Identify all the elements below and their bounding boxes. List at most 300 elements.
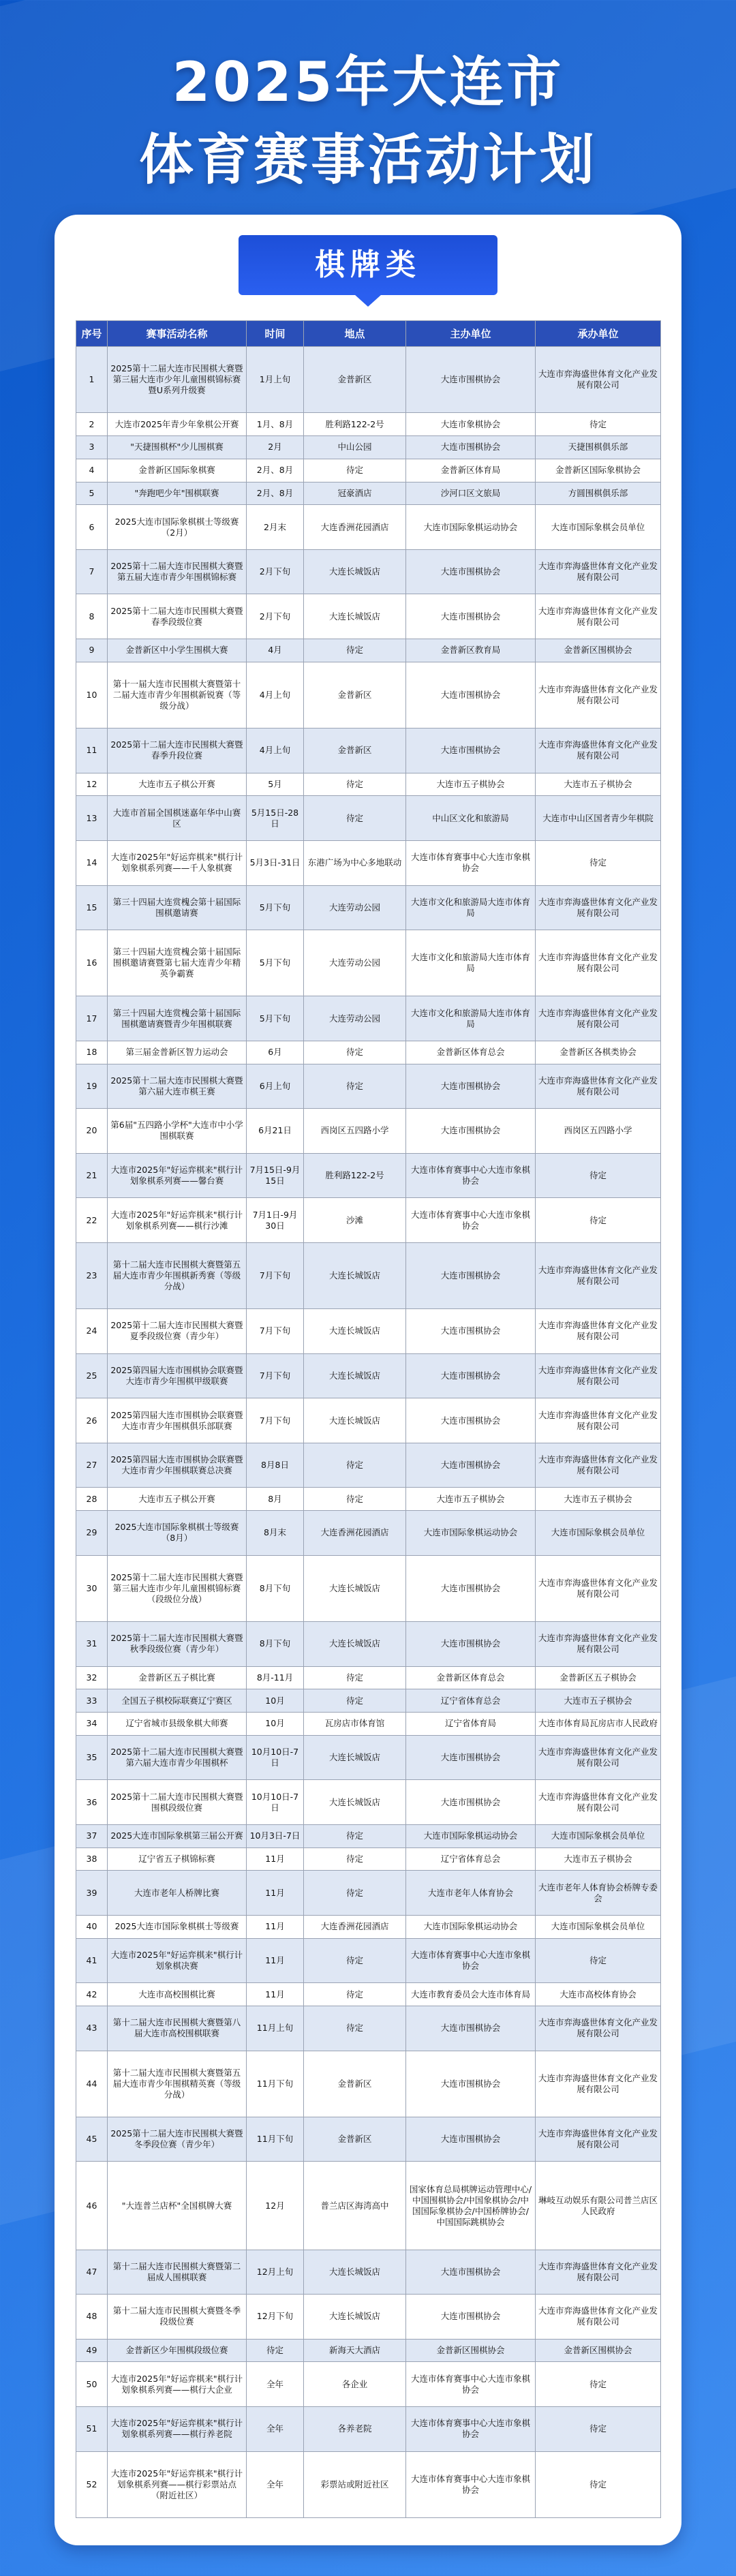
cell-seq: 20 [76,1109,108,1154]
cell-event-name: 第三十四届大连赏槐会第十届国际围棋邀请赛 [108,885,247,930]
cell-location: 待定 [304,1689,406,1713]
cell-location: 待定 [304,1041,406,1064]
cell-undertaker: 方圆围棋俱乐部 [536,482,661,505]
table-row [76,1398,661,1443]
cell-organizer: 大连市国际象棋运动协会 [406,1511,536,1556]
cell-undertaker: 金普新区围棋协会 [536,2339,661,2362]
table-row [76,1689,661,1713]
cell-undertaker: 大连市弈海盛世体育文化产业发展有限公司 [536,1398,661,1443]
cell-organizer: 金普新区教育局 [406,639,536,662]
cell-seq: 15 [76,885,108,930]
cell-location: 金普新区 [304,2117,406,2162]
cell-event-name: 第十一届大连市民围棋大赛暨第十二届大连市青少年围棋新锐赛（等级分战） [108,662,247,728]
cell-time: 11月 [247,1916,304,1939]
cell-seq: 11 [76,729,108,773]
cell-seq: 7 [76,549,108,594]
cell-event-name: 2025第十二届大连市民围棋大赛暨春季段级位赛 [108,594,247,639]
cell-event-name: 2025第十二届大连市民围棋大赛暨冬季段位赛（青少年） [108,2117,247,2162]
cell-organizer: 大连市围棋协会 [406,2117,536,2162]
cell-undertaker: 大连市弈海盛世体育文化产业发展有限公司 [536,594,661,639]
cell-location: 待定 [304,1983,406,2006]
cell-seq: 43 [76,2006,108,2051]
cell-time: 待定 [247,2339,304,2362]
cell-time: 5月下旬 [247,885,304,930]
cell-location: 大连劳动公园 [304,885,406,930]
table-row [76,796,661,841]
cell-organizer: 大连市围棋协会 [406,1309,536,1354]
cell-event-name: 大连市2025年"好运弈棋来"棋行计划象棋系列赛——棋行养老院 [108,2406,247,2451]
cell-undertaker: 大连市弈海盛世体育文化产业发展有限公司 [536,885,661,930]
cell-seq: 40 [76,1916,108,1939]
cell-location: 金普新区 [304,347,406,413]
cell-organizer: 大连市围棋协会 [406,594,536,639]
cell-undertaker: 大连市弈海盛世体育文化产业发展有限公司 [536,1443,661,1488]
table-row [76,1983,661,2006]
cell-time: 全年 [247,2406,304,2451]
cell-undertaker: 待定 [536,1153,661,1198]
cell-event-name: 2025大连市国际象棋棋士等级赛（2月） [108,505,247,550]
cell-organizer: 大连市围棋协会 [406,1443,536,1488]
table-row [76,2451,661,2517]
table-row [76,459,661,482]
table-row [76,2250,661,2295]
cell-undertaker: 待定 [536,2362,661,2407]
cell-seq: 2 [76,413,108,436]
cell-undertaker: 大连市五子棋协会 [536,1847,661,1871]
cell-event-name: 大连市五子棋公开赛 [108,773,247,796]
cell-seq: 6 [76,505,108,550]
cell-event-name: 第十二届大连市民围棋大赛暨冬季段级位赛 [108,2295,247,2340]
cell-organizer: 大连市围棋协会 [406,347,536,413]
cell-event-name: 2025第四届大连市围棋协会联赛暨大连市青少年围棋甲级联赛 [108,1353,247,1398]
cell-organizer: 大连市文化和旅游局大连市体育局 [406,996,536,1041]
table-row [76,729,661,773]
cell-seq: 26 [76,1398,108,1443]
cell-location: 胜利路122-2号 [304,413,406,436]
cell-seq: 21 [76,1153,108,1198]
cell-event-name: 金普新区五子棋比赛 [108,1666,247,1689]
cell-event-name: 大连市老年人桥牌比赛 [108,1871,247,1916]
cell-undertaker: 大连市弈海盛世体育文化产业发展有限公司 [536,1353,661,1398]
cell-event-name: 2025第十二届大连市民围棋大赛暨第五届大连市青少年围棋锦标赛 [108,549,247,594]
cell-time: 8月-11月 [247,1666,304,1689]
table-row [76,1735,661,1780]
table-row [76,1064,661,1109]
cell-event-name: 2025第十二届大连市民围棋大赛暨春季升段位赛 [108,729,247,773]
cell-time: 6月 [247,1041,304,1064]
cell-location: 各企业 [304,2362,406,2407]
table-row [76,1488,661,1511]
cell-organizer: 大连市体育赛事中心大连市象棋协会 [406,1938,536,1983]
cell-organizer: 金普新区体育总会 [406,1666,536,1689]
cell-event-name: 大连市首届全国棋迷嘉年华中山赛区 [108,796,247,841]
cell-event-name: 第十二届大连市民围棋大赛暨第五届大连市青少年围棋精英赛（等级分战） [108,2051,247,2117]
cell-seq: 13 [76,796,108,841]
cell-location: 大连长城饭店 [304,594,406,639]
cell-event-name: 2025第十二届大连市民围棋大赛暨第六届大连市青少年围棋杯 [108,1735,247,1780]
cell-time: 2月 [247,436,304,459]
cell-event-name: 第三十四届大连赏槐会第十届国际围棋邀请赛暨青少年围棋联赛 [108,996,247,1041]
cell-location: 待定 [304,1847,406,1871]
cell-seq: 44 [76,2051,108,2117]
table-row [76,1824,661,1847]
cell-undertaker: 待定 [536,2451,661,2517]
cell-location: 待定 [304,1824,406,1847]
table-row [76,482,661,505]
cell-time: 7月15日-9月15日 [247,1153,304,1198]
cell-seq: 48 [76,2295,108,2340]
cell-undertaker: 大连市国际象棋会员单位 [536,505,661,550]
table-row [76,996,661,1041]
cell-time: 5月15日-28日 [247,796,304,841]
cell-seq: 29 [76,1511,108,1556]
cell-event-name: 2025第十二届大连市民围棋大赛暨第六届大连市棋王赛 [108,1064,247,1109]
cell-organizer: 大连市体育赛事中心大连市象棋协会 [406,2362,536,2407]
cell-organizer: 大连市围棋协会 [406,436,536,459]
table-row [76,1847,661,1871]
cell-location: 东港广场为中心多地联动 [304,840,406,885]
cell-organizer: 大连市围棋协会 [406,729,536,773]
cell-organizer: 大连市围棋协会 [406,662,536,728]
cell-time: 5月下旬 [247,996,304,1041]
cell-undertaker: 待定 [536,1938,661,1983]
cell-undertaker: 大连市五子棋协会 [536,773,661,796]
cell-event-name: 全国五子棋校际联赛辽宁赛区 [108,1689,247,1713]
cell-seq: 42 [76,1983,108,2006]
cell-undertaker: 待定 [536,2406,661,2451]
cell-location: 待定 [304,2006,406,2051]
table-row [76,2406,661,2451]
table-row [76,1153,661,1198]
cell-organizer: 大连市围棋协会 [406,2051,536,2117]
cell-seq: 1 [76,347,108,413]
cell-seq: 22 [76,1198,108,1243]
cell-time: 8月下旬 [247,1555,304,1621]
cell-organizer: 大连市围棋协会 [406,1109,536,1154]
cell-location: 冠豪酒店 [304,482,406,505]
cell-undertaker: 大连市国际象棋会员单位 [536,1824,661,1847]
cell-time: 1月、8月 [247,413,304,436]
cell-location: 彩票站或附近社区 [304,2451,406,2517]
cell-time: 11月下旬 [247,2117,304,2162]
cell-time: 1月上旬 [247,347,304,413]
cell-seq: 18 [76,1041,108,1064]
cell-seq: 31 [76,1621,108,1666]
cell-organizer: 大连市围棋协会 [406,1353,536,1398]
cell-event-name: 第三届金普新区智力运动会 [108,1041,247,1064]
cell-location: 瓦房店市体育馆 [304,1713,406,1736]
cell-time: 2月、8月 [247,459,304,482]
cell-undertaker: 大连市弈海盛世体育文化产业发展有限公司 [536,1242,661,1308]
cell-location: 待定 [304,639,406,662]
cell-location: 大连长城饭店 [304,1353,406,1398]
cell-event-name: 2025第十二届大连市民围棋大赛暨第三届大连市少年儿童围棋锦标赛（段级位分战） [108,1555,247,1621]
cell-location: 各养老院 [304,2406,406,2451]
cell-location: 大连长城饭店 [304,549,406,594]
cell-event-name: "天捷围棋杯"少儿围棋赛 [108,436,247,459]
cell-location: 待定 [304,773,406,796]
table-row [76,2362,661,2407]
cell-event-name: 大连市五子棋公开赛 [108,1488,247,1511]
table-body [76,347,661,2518]
cell-undertaker: 大连市国际象棋会员单位 [536,1916,661,1939]
cell-organizer: 大连市围棋协会 [406,2250,536,2295]
cell-location: 大连长城饭店 [304,1621,406,1666]
cell-event-name: "奔跑吧少年"围棋联赛 [108,482,247,505]
cell-organizer: 国家体育总局棋牌运动管理中心/中国围棋协会/中国象棋协会/中国国际象棋协会/中国桥牌协会/中国国际跳棋协会 [406,2162,536,2250]
cell-time: 11月 [247,1938,304,1983]
table-row [76,2117,661,2162]
cell-organizer: 大连市国际象棋运动协会 [406,505,536,550]
cell-time: 4月上旬 [247,662,304,728]
cell-organizer: 大连市围棋协会 [406,549,536,594]
table-row [76,930,661,996]
cell-event-name: 第6届"五四路小学杯"大连市中小学围棋联赛 [108,1109,247,1154]
cell-event-name: 2025大连市国际象棋第三届公开赛 [108,1824,247,1847]
cell-event-name: 大连市2025年"好运弈棋来"棋行计划象棋系列赛——棋行沙滩 [108,1198,247,1243]
cell-event-name: 第三十四届大连赏槐会第十届国际围棋邀请赛暨第七届大连青少年精英争霸赛 [108,930,247,996]
schedule-table [76,320,661,2518]
cell-time: 11月 [247,1847,304,1871]
cell-event-name: 金普新区少年围棋段级位赛 [108,2339,247,2362]
cell-event-name: 2025大连市国际象棋棋士等级赛（8月） [108,1511,247,1556]
cell-time: 10月 [247,1713,304,1736]
cell-event-name: 金普新区中小学生围棋大赛 [108,639,247,662]
cell-seq: 36 [76,1780,108,1825]
cell-seq: 49 [76,2339,108,2362]
table-row [76,1511,661,1556]
table-row [76,1938,661,1983]
cell-undertaker: 大连市弈海盛世体育文化产业发展有限公司 [536,662,661,728]
cell-location: 待定 [304,796,406,841]
cell-location: 大连香洲花园酒店 [304,1916,406,1939]
cell-time: 12月下旬 [247,2295,304,2340]
cell-seq: 24 [76,1309,108,1354]
cell-time: 7月下旬 [247,1353,304,1398]
cell-organizer: 辽宁省体育总会 [406,1847,536,1871]
cell-undertaker: 大连市弈海盛世体育文化产业发展有限公司 [536,2006,661,2051]
page-title-year: 2025年大连市 [172,50,564,114]
cell-seq: 4 [76,459,108,482]
cell-undertaker: 大连市弈海盛世体育文化产业发展有限公司 [536,1780,661,1825]
cell-undertaker: 大连市老年人体育协会桥牌专委会 [536,1871,661,1916]
table-row [76,436,661,459]
cell-undertaker: 金普新区五子棋协会 [536,1666,661,1689]
cell-event-name: 2025第十二届大连市民围棋大赛暨第三届大连市少年儿童围棋锦标赛暨U系列升级赛 [108,347,247,413]
cell-location: 大连香洲花园酒店 [304,1511,406,1556]
cell-time: 4月上旬 [247,729,304,773]
table-row [76,505,661,550]
cell-undertaker: 大连市弈海盛世体育文化产业发展有限公司 [536,1309,661,1354]
cell-seq: 51 [76,2406,108,2451]
table-row [76,1242,661,1308]
cell-organizer: 金普新区体育总会 [406,1041,536,1064]
cell-undertaker: 大连市五子棋协会 [536,1488,661,1511]
cell-undertaker: 天捷围棋俱乐部 [536,436,661,459]
cell-event-name: "大连普兰店杯"全国棋牌大赛 [108,2162,247,2250]
cell-time: 6月21日 [247,1109,304,1154]
cell-undertaker: 金普新区围棋协会 [536,639,661,662]
cell-organizer: 大连市围棋协会 [406,1621,536,1666]
cell-undertaker: 大连市弈海盛世体育文化产业发展有限公司 [536,1064,661,1109]
cell-location: 金普新区 [304,729,406,773]
cell-time: 7月下旬 [247,1398,304,1443]
cell-organizer: 大连市文化和旅游局大连市体育局 [406,930,536,996]
cell-seq: 33 [76,1689,108,1713]
cell-location: 大连劳动公园 [304,930,406,996]
table-row [76,1713,661,1736]
cell-seq: 50 [76,2362,108,2407]
cell-organizer: 大连市五子棋协会 [406,773,536,796]
cell-seq: 52 [76,2451,108,2517]
cell-event-name: 大连市2025年青少年象棋公开赛 [108,413,247,436]
cell-organizer: 金普新区体育局 [406,459,536,482]
cell-time: 8月下旬 [247,1621,304,1666]
cell-event-name: 大连市高校围棋比赛 [108,1983,247,2006]
cell-time: 7月下旬 [247,1309,304,1354]
cell-time: 10月3日-7日 [247,1824,304,1847]
table-row [76,1666,661,1689]
cell-organizer: 辽宁省体育局 [406,1713,536,1736]
cell-organizer: 大连市五子棋协会 [406,1488,536,1511]
cell-location: 待定 [304,1666,406,1689]
table-row [76,1871,661,1916]
cell-seq: 16 [76,930,108,996]
column-header-location: 地点 [304,321,406,347]
cell-organizer: 大连市国际象棋运动协会 [406,1824,536,1847]
cell-seq: 39 [76,1871,108,1916]
cell-location: 待定 [304,1871,406,1916]
cell-location: 大连长城饭店 [304,2295,406,2340]
cell-organizer: 大连市体育赛事中心大连市象棋协会 [406,1153,536,1198]
cell-seq: 46 [76,2162,108,2250]
cell-undertaker: 大连市弈海盛世体育文化产业发展有限公司 [536,2295,661,2340]
cell-organizer: 大连市文化和旅游局大连市体育局 [406,885,536,930]
cell-location: 西岗区五四路小学 [304,1109,406,1154]
cell-undertaker: 大连市弈海盛世体育文化产业发展有限公司 [536,996,661,1041]
column-header-organizer: 主办单位 [406,321,536,347]
column-header-event-name: 赛事活动名称 [108,321,247,347]
cell-location: 大连长城饭店 [304,1309,406,1354]
page-title-subject: 体育赛事活动计划 [139,128,597,191]
cell-organizer: 大连市围棋协会 [406,1780,536,1825]
cell-seq: 10 [76,662,108,728]
cell-time: 全年 [247,2451,304,2517]
cell-location: 大连长城饭店 [304,1398,406,1443]
cell-undertaker: 大连市体育局瓦房店市人民政府 [536,1713,661,1736]
cell-seq: 25 [76,1353,108,1398]
schedule-table-container [76,320,660,2518]
cell-time: 2月下旬 [247,549,304,594]
cell-time: 10月10日-7日 [247,1735,304,1780]
cell-seq: 27 [76,1443,108,1488]
cell-event-name: 2025第十二届大连市民围棋大赛暨夏季段级位赛（青少年） [108,1309,247,1354]
cell-time: 8月8日 [247,1443,304,1488]
cell-time: 5月3日-31日 [247,840,304,885]
cell-undertaker: 金普新区国际象棋协会 [536,459,661,482]
category-tag-pointer [354,294,382,307]
cell-undertaker: 待定 [536,1198,661,1243]
cell-undertaker: 大连市弈海盛世体育文化产业发展有限公司 [536,930,661,996]
cell-location: 大连香洲花园酒店 [304,505,406,550]
cell-event-name: 2025第四届大连市围棋协会联赛暨大连市青少年围棋俱乐部联赛 [108,1398,247,1443]
cell-organizer: 中山区文化和旅游局 [406,796,536,841]
cell-organizer: 大连市体育赛事中心大连市象棋协会 [406,840,536,885]
cell-undertaker: 大连市弈海盛世体育文化产业发展有限公司 [536,2117,661,2162]
cell-undertaker: 金普新区各棋类协会 [536,1041,661,1064]
cell-organizer: 大连市体育赛事中心大连市象棋协会 [406,1198,536,1243]
cell-seq: 41 [76,1938,108,1983]
cell-undertaker: 大连市国际象棋会员单位 [536,1511,661,1556]
table-row [76,1916,661,1939]
cell-seq: 5 [76,482,108,505]
cell-location: 待定 [304,459,406,482]
cell-organizer: 辽宁省体育总会 [406,1689,536,1713]
cell-time: 10月 [247,1689,304,1713]
category-tag: 棋牌类 [239,235,497,295]
cell-event-name: 金普新区国际象棋赛 [108,459,247,482]
cell-undertaker: 待定 [536,840,661,885]
cell-location: 沙滩 [304,1198,406,1243]
cell-time: 12月 [247,2162,304,2250]
cell-seq: 45 [76,2117,108,2162]
cell-seq: 37 [76,1824,108,1847]
cell-event-name: 2025第四届大连市围棋协会联赛暨大连市青少年围棋联赛总决赛 [108,1443,247,1488]
cell-undertaker: 大连市高校体育协会 [536,1983,661,2006]
cell-seq: 32 [76,1666,108,1689]
cell-location: 大连长城饭店 [304,1555,406,1621]
cell-time: 2月下旬 [247,594,304,639]
cell-undertaker: 大连市五子棋协会 [536,1689,661,1713]
cell-location: 普兰店区海湾高中 [304,2162,406,2250]
cell-time: 11月 [247,1983,304,2006]
cell-location: 金普新区 [304,662,406,728]
cell-organizer: 金普新区围棋协会 [406,2339,536,2362]
cell-location: 待定 [304,1488,406,1511]
cell-organizer: 大连市围棋协会 [406,1555,536,1621]
cell-organizer: 大连市教育委员会大连市体育局 [406,1983,536,2006]
table-row [76,1353,661,1398]
cell-undertaker: 待定 [536,413,661,436]
cell-location: 大连劳动公园 [304,996,406,1041]
table-row [76,840,661,885]
cell-location: 待定 [304,1443,406,1488]
table-row [76,347,661,413]
cell-time: 2月末 [247,505,304,550]
cell-event-name: 大连市2025年"好运弈棋来"棋行计划象棋系列赛——千人象棋赛 [108,840,247,885]
cell-organizer: 大连市围棋协会 [406,2295,536,2340]
cell-event-name: 大连市2025年"好运弈棋来"棋行计划象棋系列赛——馨台赛 [108,1153,247,1198]
table-row [76,413,661,436]
cell-seq: 14 [76,840,108,885]
table-row [76,1443,661,1488]
cell-seq: 3 [76,436,108,459]
cell-event-name: 第十二届大连市民围棋大赛暨第二届成人围棋联赛 [108,2250,247,2295]
cell-organizer: 大连市体育赛事中心大连市象棋协会 [406,2406,536,2451]
cell-organizer: 大连市围棋协会 [406,1064,536,1109]
cell-seq: 8 [76,594,108,639]
cell-location: 大连长城饭店 [304,1735,406,1780]
cell-time: 6月上旬 [247,1064,304,1109]
cell-time: 7月下旬 [247,1242,304,1308]
cell-time: 5月 [247,773,304,796]
cell-undertaker: 琳岐互动娱乐有限公司普兰店区人民政府 [536,2162,661,2250]
cell-seq: 19 [76,1064,108,1109]
cell-location: 胜利路122-2号 [304,1153,406,1198]
cell-time: 2月、8月 [247,482,304,505]
cell-event-name: 2025大连市国际象棋棋士等级赛 [108,1916,247,1939]
cell-time: 8月末 [247,1511,304,1556]
